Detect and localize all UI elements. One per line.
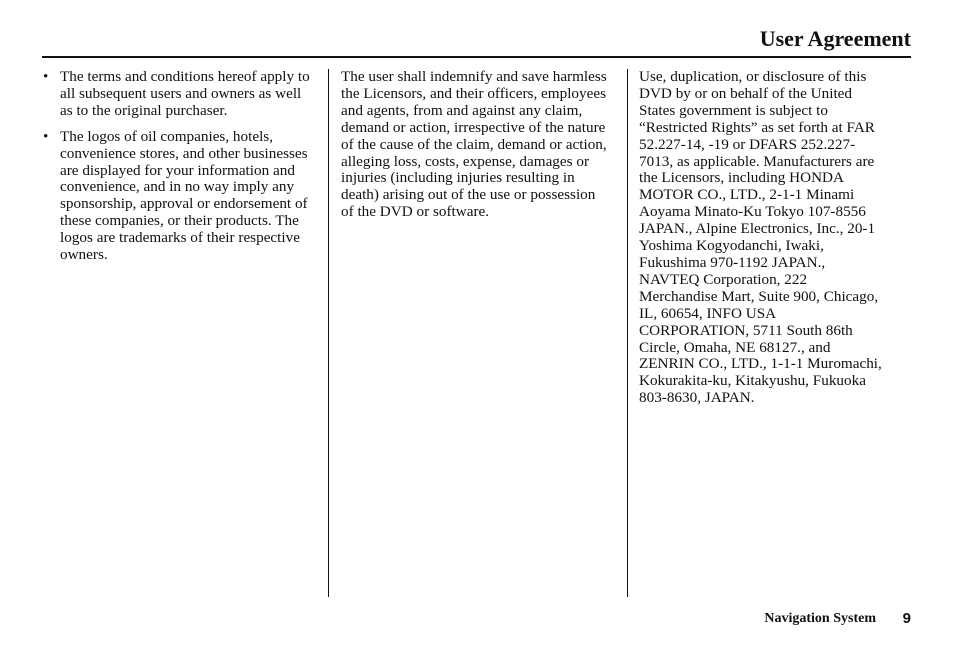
right-column — [639, 69, 911, 407]
left-column — [42, 69, 312, 273]
middle-column — [341, 69, 609, 221]
restricted-rights-paragraph: Use, duplication, or disclosure of this DVD by or on behalf of the United States government is subject to “Restricted Rights” as set forth at FAR 52.227-14, -19 or DFARS 252.227- 7013, as applicable. Manufacturers are the Licensors, including HONDA MOTOR CO., LTD., 2-1-1 Minami Aoyama Minato-Ku Tokyo 107-8556 JAPAN., Alpine Electronics, Inc., 20-1 Yoshima Kogyodanchi, Iwaki, Fukushima 970-1192 JAPAN., NAVTEQ Corporation, 222 Merchandise Mart, Suite 900, Chicago, IL, 60654, INFO USA CORPORATION, 5711 South 86th Circle, Omaha, NE 68127., and ZENRIN CO., LTD., 1-1-1 Muromachi, Kokurakita-ku, Kitakyushu, Fukuoka 803-8630, JAPAN. — [639, 68, 882, 407]
bullet-list — [42, 69, 312, 264]
bullet-text: The logos of oil companies, hotels, convenience stores, and other businesses are displayed for your information and convenience, and in no way imply any sponsorship, approval or endorsement of these companies, or their products. The logos are trademarks of their respective owners. — [60, 127, 308, 264]
column-divider — [627, 69, 628, 597]
bullet-icon: • — [43, 68, 49, 85]
page-title: User Agreement — [759, 26, 911, 51]
indemnify-paragraph: The user shall indemnify and save harmless the Licensors, and their officers, employees and agents, from and against any claim, demand or action, irrespective of the nature of the cause of the claim, demand or action, alleging loss, costs, expense, damages or injuries (including injuries resulting in death) arising out of the use or possession of the DVD or software. — [341, 68, 607, 221]
footer-section-label: Navigation System — [764, 611, 876, 626]
page-number: 9 — [902, 610, 911, 627]
bullet-item-logos — [42, 129, 312, 264]
bullet-text: The terms and conditions hereof apply to all subsequent users and owners as well as to the original purchaser. — [60, 68, 310, 119]
column-divider — [328, 69, 329, 597]
title-rule — [42, 56, 911, 58]
bullet-icon: • — [43, 127, 49, 145]
bullet-item-terms — [42, 69, 312, 120]
